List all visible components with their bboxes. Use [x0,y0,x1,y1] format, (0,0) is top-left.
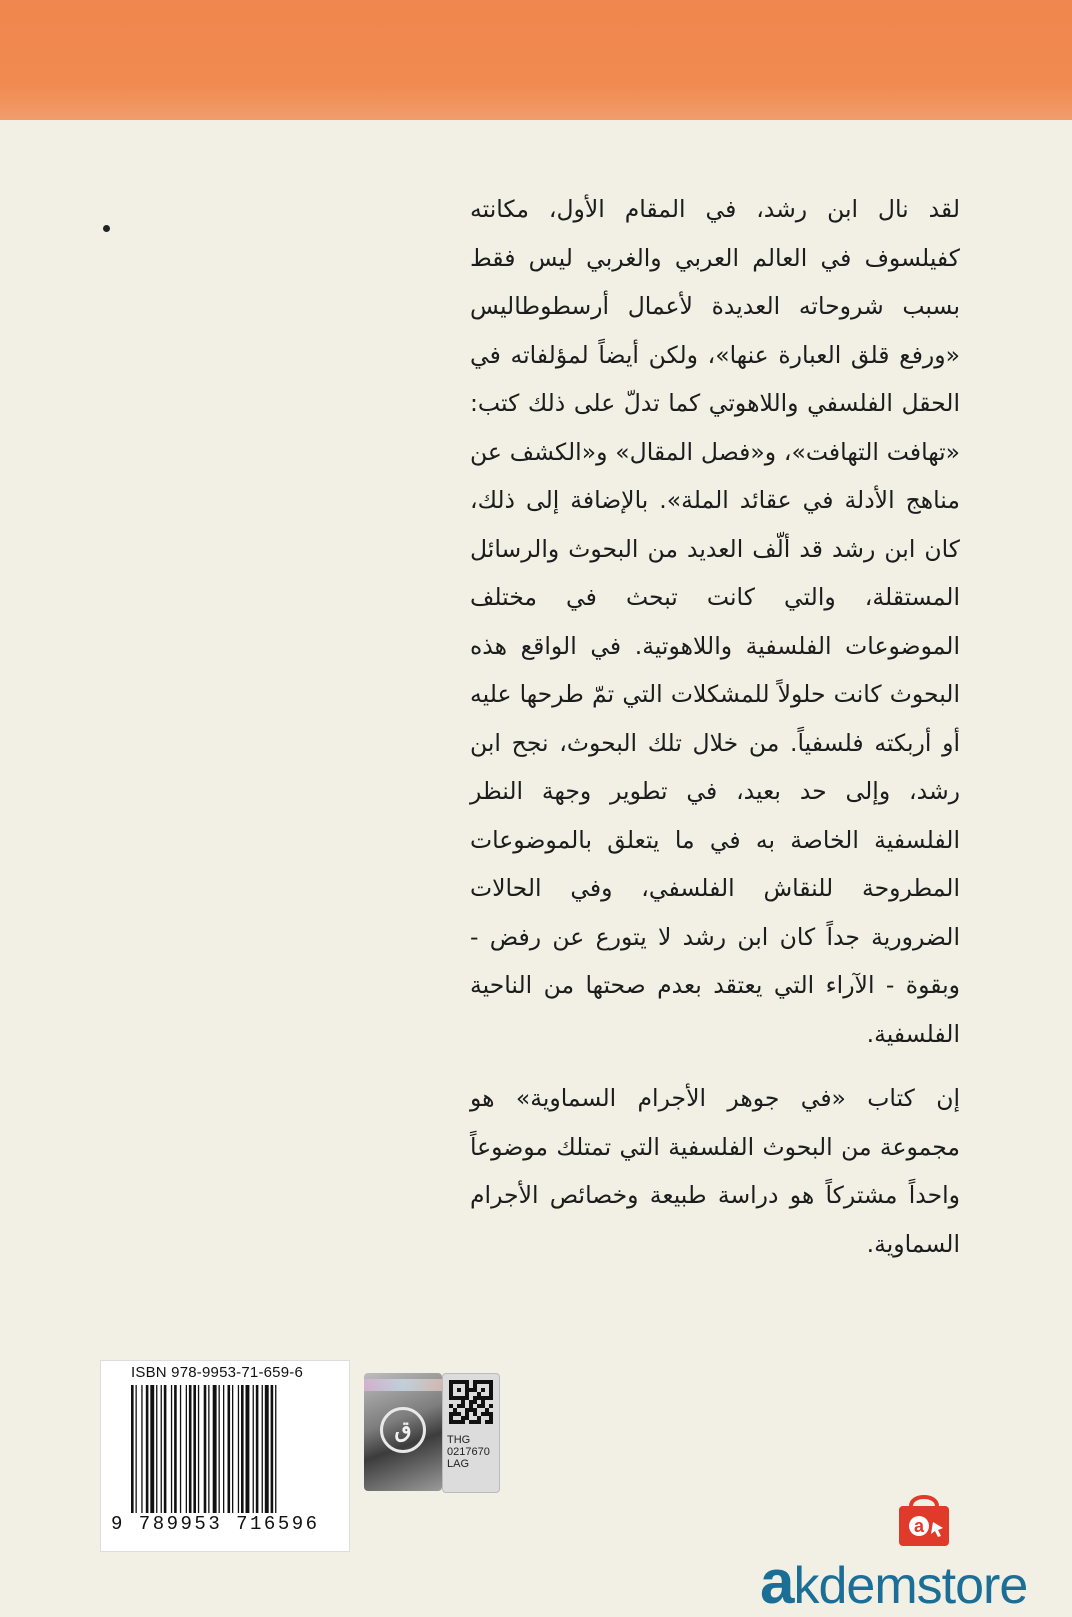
barcode-bar [246,1385,250,1513]
barcode-bar [213,1385,217,1513]
hologram-stripe [364,1379,442,1391]
barcode-bar [275,1385,276,1513]
barcode-bar [256,1385,259,1513]
barcode-bar [198,1385,199,1513]
barcode-bar [171,1385,172,1513]
isbn-label: ISBN 978-9953-71-659-6 [131,1364,304,1381]
barcode-bar [131,1385,134,1513]
store-logo-letter: a [760,1548,794,1617]
sticker-code-2: 0217670 [447,1446,490,1458]
sticker-code-1: THG [447,1434,471,1446]
barcode-bar [223,1385,224,1513]
shopping-bag-icon [895,1488,953,1548]
barcode-bar [208,1385,209,1513]
barcode-bars [131,1385,336,1513]
barcode-bar [189,1385,192,1513]
barcode-bar [164,1385,167,1513]
barcode-bar [265,1385,269,1513]
barcode-bar [241,1385,244,1513]
barcode-bar [193,1385,196,1513]
barcode-bar [180,1385,181,1513]
sticker-code-3: LAG [447,1458,470,1470]
blurb-paragraph-1: لقد نال ابن رشد، في المقام الأول، مكانته كفيلسوف في العالم العربي والغربي ليس فقط بسبب شروحاته العديدة لأعمال أرسطوطاليس «ورفع قلق العبارة عنها»، ولكن أيضاً لمؤلفاته في الحقل الفلسفي واللاهوتي كما تدلّ على ذلك كتب: «تهافت التهافت»، و«فصل المقال» و«الكشف عن مناهج الأدلة في عقائد الملة». بالإضافة إلى ذلك، كان ابن رشد قد ألّف العديد من البحوث والرسائل المستقلة، والتي كانت تبحث في مختلف الموضوعات الفلسفية واللاهوتية. في الواقع هذه البحوث كانت حلولاً للمشكلات التي تمّ طرحها عليه أو أربكته فلسفياً. من خلال تلك البحوث، نجح ابن رشد، وإلى حد بعيد، في تطوير وجهة النظر الفلسفية الخاصة به في ما يتعلق بالموضوعات المطروحة للنقاش الفلسفي، وفي الحالات الضرورية جداً كان ابن رشد لا يتورع عن رفض - وبقوة - الآراء التي يعتقد بعدم صحتها من الناحية الفلسفية. [470,195,960,1048]
barcode-bar [271,1385,274,1513]
barcode-bar [174,1385,177,1513]
barcode-digits: 9 789953 716596 [111,1513,320,1535]
store-name-text: kdemstore [793,1557,1028,1615]
qr-code-icon [449,1380,493,1424]
isbn-barcode [100,1360,350,1552]
barcode-bar [150,1385,154,1513]
barcode-bar [253,1385,254,1513]
svg-text:a: a [913,1516,925,1536]
cover-top-band [0,0,1072,120]
barcode-bar [228,1385,231,1513]
security-sticker [442,1373,500,1493]
barcode-bar [204,1385,207,1513]
barcode-bar [156,1385,157,1513]
barcode-bar [161,1385,162,1513]
store-watermark [760,1548,1028,1617]
back-cover-blurb [470,185,960,1268]
barcode-bar [141,1385,142,1513]
hologram-sticker [364,1373,442,1491]
barcode-bar [232,1385,233,1513]
blurb-paragraph-2: إن كتاب «في جوهر الأجرام السماوية» هو مجموعة من البحوث الفلسفية التي تمتلك موضوعاً واحداً مشتركاً هو دراسة طبيعة وخصائص الأجرام السماوية. [470,1084,960,1258]
ink-dot [103,225,110,232]
barcode-bar [238,1385,239,1513]
barcode-bar [186,1385,187,1513]
hologram-emblem: ق [380,1407,426,1453]
barcode-bar [146,1385,149,1513]
barcode-bar [262,1385,263,1513]
barcode-bar [219,1385,220,1513]
barcode-bar [136,1385,137,1513]
